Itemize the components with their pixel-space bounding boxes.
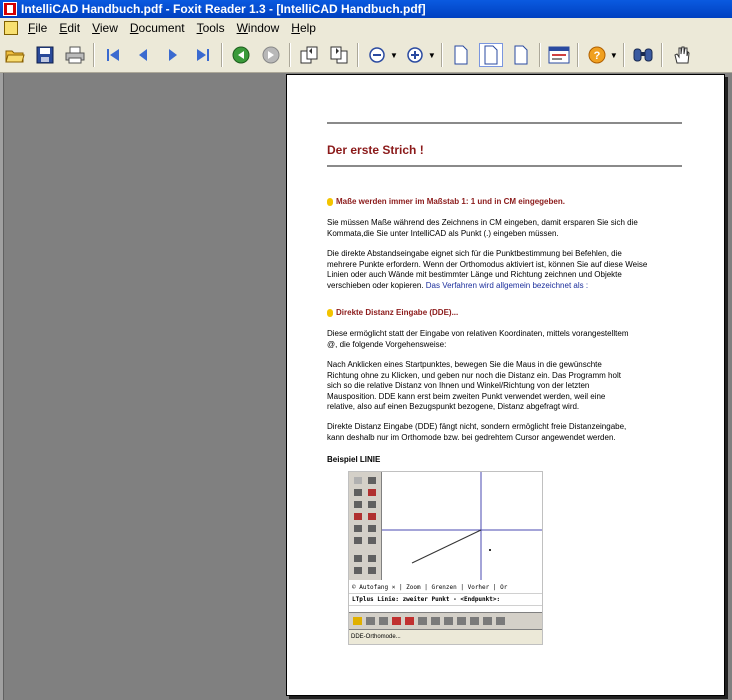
cad-tool-icon [496,617,505,625]
navigation-panel-edge[interactable] [0,73,4,700]
example-label: Beispiel LINIE [327,455,381,464]
section1-para2 [327,249,687,291]
first-page-button[interactable] [101,43,125,67]
heading-rule [327,165,682,167]
toolbar-separator [357,43,359,67]
single-page-icon [453,45,469,65]
toolbar-separator [221,43,223,67]
menu-view[interactable]: View [92,21,118,35]
toolbar-separator [441,43,443,67]
toolbar-separator [623,43,625,67]
text-line: Richtung ohne zu Klicken, und geben nur noch die Distanz ein. Das Programm holt [327,370,621,380]
text-line: Linien oder auch Wände mit bestimmter Länge und Richtung zeichnen und Objekte [327,270,622,280]
cad-tool-icon [368,501,376,508]
back-button[interactable] [229,43,253,67]
cad-footer-caption: DDE-Orthomode... [349,629,543,644]
cad-bottom-toolbar [349,612,542,629]
toolbar [0,38,732,73]
bullet-icon [327,309,333,317]
section2-title [327,308,458,317]
save-button[interactable] [33,43,57,67]
section2-para1 [327,329,687,350]
cad-tool-icon [368,525,376,532]
properties-icon [548,46,570,64]
print-button[interactable] [63,43,87,67]
cad-command-text: LTplus Linie: zweiter Punkt - <Endpunkt>: [349,594,542,606]
text-line: Sie müssen Maße während des Zeichnens in CM eingeben, damit ersparen Sie sich die [327,218,638,227]
menu-window-label: indow [247,21,280,35]
text-line: sich so die relative Distanz von Ihnen und Winkel/Richtung von der letzten [327,381,590,391]
rotate-left-icon [299,45,319,65]
top-rule [327,122,682,124]
zoom-in-icon [406,46,424,64]
title-bar [0,0,732,18]
cad-tool-icon [353,617,362,625]
text-fragment: verschieben oder kopieren. [327,280,424,290]
continuous-page-button[interactable] [479,43,503,67]
find-button[interactable] [631,43,655,67]
section2-para2 [327,360,687,413]
last-page-icon [194,47,212,63]
text-line: @, die folgende Vorgehensweise: [327,339,447,349]
text-line: relative, also auf einen Bezugspunkt bezogene, Distanz abgefragt wird. [327,402,580,412]
zoom-out-dropdown-icon[interactable]: ▼ [390,50,398,60]
cad-tool-icon [354,489,362,496]
open-folder-icon [5,46,25,64]
document-viewer[interactable] [0,73,732,700]
find-icon [632,46,654,64]
continuous-page-icon [483,45,499,65]
menu-bar [0,18,732,38]
cad-tool-icon [368,555,376,562]
toolbar-separator [539,43,541,67]
facing-page-button[interactable] [509,43,533,67]
pdf-page[interactable] [286,74,725,696]
section1-title [327,197,565,206]
hand-tool-button[interactable] [669,43,693,67]
save-icon [36,46,54,64]
forward-button[interactable] [259,43,283,67]
back-icon [232,46,250,64]
bullet-icon [327,198,333,206]
cursor-dot [489,549,491,551]
text-line: kann deshalb nur im Orthomode bzw. bei gedrehtem Cursor angewendet werden. [327,432,616,442]
drawn-line [412,530,481,563]
hand-tool-icon [672,45,690,65]
document-menu-icon[interactable] [4,21,18,35]
cad-tool-icon [418,617,427,625]
rotate-right-icon [329,45,349,65]
cad-tool-icon [354,567,362,574]
menu-help[interactable]: Help [291,21,316,35]
open-button[interactable] [3,43,27,67]
help-dropdown-icon[interactable]: ▼ [609,50,618,60]
toolbar-separator [577,43,579,67]
zoom-in-dropdown-icon[interactable]: ▼ [427,50,436,60]
zoom-in-button[interactable] [403,43,427,67]
rotate-right-button[interactable] [327,43,351,67]
properties-button[interactable] [547,43,571,67]
toolbar-separator [289,43,291,67]
toolbar-separator [661,43,663,67]
cad-command-area [349,582,542,606]
next-page-button[interactable] [161,43,185,67]
section1-title-text: Maße werden immer im Maßstab 1: 1 und in CM eingegeben. [336,197,565,206]
help-icon [588,46,606,64]
print-icon [65,46,85,64]
menu-document[interactable]: Document [129,21,185,35]
cad-tool-icon [368,513,376,520]
toolbar-separator [93,43,95,67]
foxit-app-icon [3,2,17,16]
section2-para3 [327,422,687,443]
text-line: Direkte Distanz Eingabe (DDE) fängt nicht, sondern ermöglicht freie Distanzeingabe, [327,422,627,431]
cad-tool-icon [368,489,376,496]
text-line: Nach Anklicken eines Startpunktes, bewegen Sie die Maus in die gewünschte [327,360,602,369]
cad-tool-icon [354,555,362,562]
menu-help-label: elp [299,21,316,35]
text-line: Die direkte Abstandseingabe eignet sich für die Punktbestimmung bei Befehlen, die [327,249,622,258]
cad-tool-icon [392,617,401,625]
forward-icon [262,46,280,64]
menu-edit[interactable]: Edit [59,21,81,35]
cad-tool-icon [431,617,440,625]
cad-tool-icon [405,617,414,625]
cad-screenshot [348,471,543,645]
cad-statusbar-text: © Autofang × | Zoom | Grenzen | Vorher | Or [349,582,542,594]
menu-view-label: iew [99,21,118,35]
cad-tool-palette [349,472,382,580]
last-page-button[interactable] [191,43,215,67]
menu-tools-label: ools [202,21,225,35]
text-line [327,281,687,292]
menu-file-label: ile [35,21,48,35]
cad-tool-icon [457,617,466,625]
zoom-out-icon [368,46,386,64]
previous-page-button[interactable] [131,43,155,67]
cad-tool-icon [368,537,376,544]
text-line: Kommata,die Sie unter IntelliCAD als Punkt (.) eingeben müssen. [327,228,559,238]
text-line: Mausposition. DDE kann erst beim zweiten Punkt verwendet werden, weil eine [327,391,606,401]
zoom-out-button[interactable] [365,43,389,67]
first-page-icon [104,47,122,63]
cad-tool-icon [354,525,362,532]
cad-tool-icon [444,617,453,625]
cad-tool-icon [354,501,362,508]
cad-tool-icon [368,477,376,484]
window-title: IntelliCAD Handbuch.pdf - Foxit Reader 1.3 - [IntelliCAD Handbuch.pdf] [21,2,426,16]
cad-tool-icon [354,513,362,520]
text-line: mehrere Punkte erfordern. Wenn der Orthomodus aktiviert ist, können Sie auf diese Weise [327,259,648,269]
help-button[interactable] [585,43,609,67]
cad-tool-icon [366,617,375,625]
cad-tool-icon [470,617,479,625]
cad-drawing-area [382,472,542,580]
next-page-icon [164,47,182,63]
menu-window[interactable]: Window [236,21,280,35]
cad-tool-icon [368,567,376,574]
text-link[interactable]: Das Verfahren wird allgemein bezeichnet als : [425,280,589,290]
menu-document-label: ocument [138,21,185,35]
menu-edit-label: dit [67,21,81,35]
menu-file[interactable]: File [28,21,48,35]
cad-tool-icon [379,617,388,625]
single-page-button[interactable] [449,43,473,67]
text-line: Diese ermöglicht statt der Eingabe von relativen Koordinaten, mittels vorangestelltem [327,329,629,338]
section2-title-text: Direkte Distanz Eingabe (DDE)... [336,308,459,317]
cad-tool-icon [483,617,492,625]
rotate-left-button[interactable] [297,43,321,67]
section1-para1 [327,218,687,239]
cad-tool-icon [354,537,362,544]
cad-tool-icon [354,477,362,484]
menu-tools[interactable]: Tools [196,21,225,35]
previous-page-icon [134,47,152,63]
svg-text:?: ? [593,50,601,62]
page-heading: Der erste Strich ! [327,143,424,157]
facing-page-icon [513,45,529,65]
